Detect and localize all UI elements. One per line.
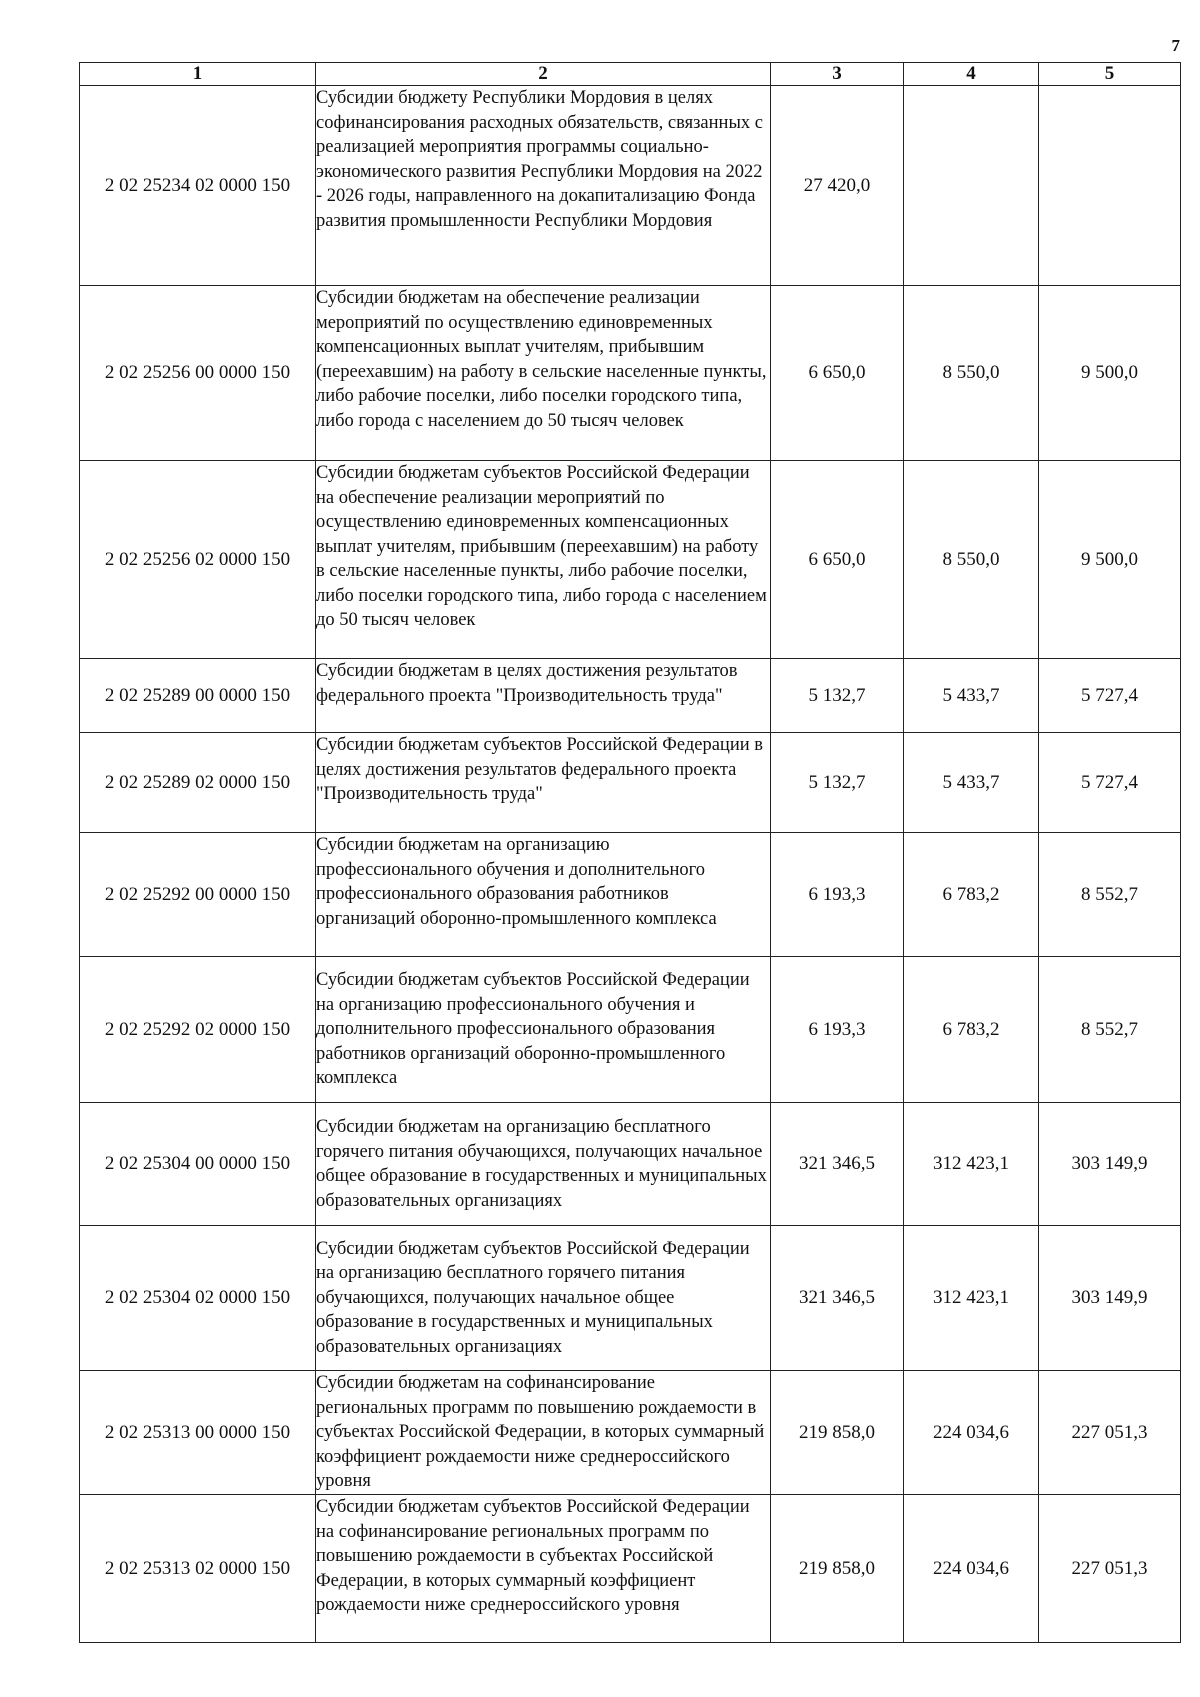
description: Субсидии бюджетам на софинансирование региональных программ по повышению рождаемости в субъектах Российской Федерации, в которых суммарный коэффициент рождаемости ниже среднероссийского уровня [316, 1371, 771, 1495]
table-row [80, 1103, 1181, 1226]
budget-code: 2 02 25304 00 0000 150 [80, 1103, 316, 1226]
table-row [80, 833, 1181, 957]
value-col5: 9 500,0 [1039, 461, 1181, 659]
budget-code: 2 02 25289 02 0000 150 [80, 733, 316, 833]
value-col4: 6 783,2 [904, 833, 1039, 957]
budget-code: 2 02 25292 00 0000 150 [80, 833, 316, 957]
value-col4: 224 034,6 [904, 1371, 1039, 1495]
column-header-2: 2 [316, 63, 771, 86]
value-col4: 224 034,6 [904, 1495, 1039, 1643]
value-col3: 219 858,0 [771, 1371, 904, 1495]
budget-code: 2 02 25292 02 0000 150 [80, 957, 316, 1103]
table-row [80, 461, 1181, 659]
value-col4: 8 550,0 [904, 461, 1039, 659]
value-col4: 8 550,0 [904, 286, 1039, 461]
budget-code: 2 02 25313 02 0000 150 [80, 1495, 316, 1643]
value-col3: 6 193,3 [771, 833, 904, 957]
budget-code: 2 02 25256 02 0000 150 [80, 461, 316, 659]
value-col3: 5 132,7 [771, 659, 904, 733]
value-col3: 27 420,0 [771, 86, 904, 286]
value-col3: 6 650,0 [771, 461, 904, 659]
column-header-3: 3 [771, 63, 904, 86]
value-col4: 5 433,7 [904, 659, 1039, 733]
description: Субсидии бюджетам на организацию бесплатного горячего питания обучающихся, получающих начальное общее образование в государственных и муниципальных образовательных организациях [316, 1103, 771, 1226]
column-header-1: 1 [80, 63, 316, 86]
description: Субсидии бюджетам на организацию профессионального обучения и дополнительного профессионального образования работников организаций оборонно-промышленного комплекса [316, 833, 771, 957]
description: Субсидии бюджетам субъектов Российской Федерации на организацию профессионального обучения и дополнительного профессионального образования работников организаций оборонно-промышленного комплекса [316, 957, 771, 1103]
description: Субсидии бюджетам субъектов Российской Федерации в целях достижения результатов федерального проекта "Производительность труда" [316, 733, 771, 833]
value-col5: 8 552,7 [1039, 833, 1181, 957]
budget-code: 2 02 25256 00 0000 150 [80, 286, 316, 461]
header-row [80, 63, 1181, 86]
value-col5: 303 149,9 [1039, 1103, 1181, 1226]
description: Субсидии бюджетам субъектов Российской Федерации на обеспечение реализации мероприятий по осуществлению единовременных компенсационных выплат учителям, прибывшим (переехавшим) на работу в сельские населенные пункты, либо рабочие поселки, либо поселки городского типа, либо города с населением до 50 тысяч человек [316, 461, 771, 659]
value-col5: 8 552,7 [1039, 957, 1181, 1103]
value-col5: 303 149,9 [1039, 1226, 1181, 1371]
value-col3: 219 858,0 [771, 1495, 904, 1643]
table-row [80, 1371, 1181, 1495]
column-header-5: 5 [1039, 63, 1181, 86]
table-row [80, 1226, 1181, 1371]
table-row [80, 1495, 1181, 1643]
value-col5: 227 051,3 [1039, 1495, 1181, 1643]
value-col3: 5 132,7 [771, 733, 904, 833]
value-col3: 321 346,5 [771, 1226, 904, 1371]
description: Субсидии бюджетам в целях достижения результатов федерального проекта "Производительность труда" [316, 659, 771, 733]
value-col5: 9 500,0 [1039, 286, 1181, 461]
value-col5: 227 051,3 [1039, 1371, 1181, 1495]
page-number: 7 [1171, 36, 1180, 55]
value-col3: 6 193,3 [771, 957, 904, 1103]
value-col5 [1039, 86, 1181, 286]
value-col4: 312 423,1 [904, 1103, 1039, 1226]
description: Субсидии бюджетам субъектов Российской Федерации на организацию бесплатного горячего питания обучающихся, получающих начальное общее образование в государственных и муниципальных образовательных организациях [316, 1226, 771, 1371]
description: Субсидии бюджетам на обеспечение реализации мероприятий по осуществлению единовременных компенсационных выплат учителям, прибывшим (переехавшим) на работу в сельские населенные пункты, либо рабочие поселки, либо поселки городского типа, либо города с населением до 50 тысяч человек [316, 286, 771, 461]
table-row [80, 286, 1181, 461]
budget-code: 2 02 25304 02 0000 150 [80, 1226, 316, 1371]
table-row [80, 957, 1181, 1103]
value-col4: 6 783,2 [904, 957, 1039, 1103]
description: Субсидии бюджету Республики Мордовия в целях софинансирования расходных обязательств, связанных с реализацией мероприятия программы социально-экономического развития Республики Мордовия на 2022 - 2026 годы, направленного на докапитализацию Фонда развития промышленности Республики Мордовия [316, 86, 771, 286]
table-row [80, 733, 1181, 833]
budget-table [79, 62, 1181, 1643]
value-col5: 5 727,4 [1039, 659, 1181, 733]
value-col5: 5 727,4 [1039, 733, 1181, 833]
table-row [80, 659, 1181, 733]
description: Субсидии бюджетам субъектов Российской Федерации на софинансирование региональных программ по повышению рождаемости в субъектах Российской Федерации, в которых суммарный коэффициент рождаемости ниже среднероссийского уровня [316, 1495, 771, 1643]
budget-code: 2 02 25234 02 0000 150 [80, 86, 316, 286]
value-col4 [904, 86, 1039, 286]
value-col4: 5 433,7 [904, 733, 1039, 833]
value-col3: 6 650,0 [771, 286, 904, 461]
value-col3: 321 346,5 [771, 1103, 904, 1226]
table-row [80, 86, 1181, 286]
budget-code: 2 02 25313 00 0000 150 [80, 1371, 316, 1495]
budget-code: 2 02 25289 00 0000 150 [80, 659, 316, 733]
value-col4: 312 423,1 [904, 1226, 1039, 1371]
column-header-4: 4 [904, 63, 1039, 86]
